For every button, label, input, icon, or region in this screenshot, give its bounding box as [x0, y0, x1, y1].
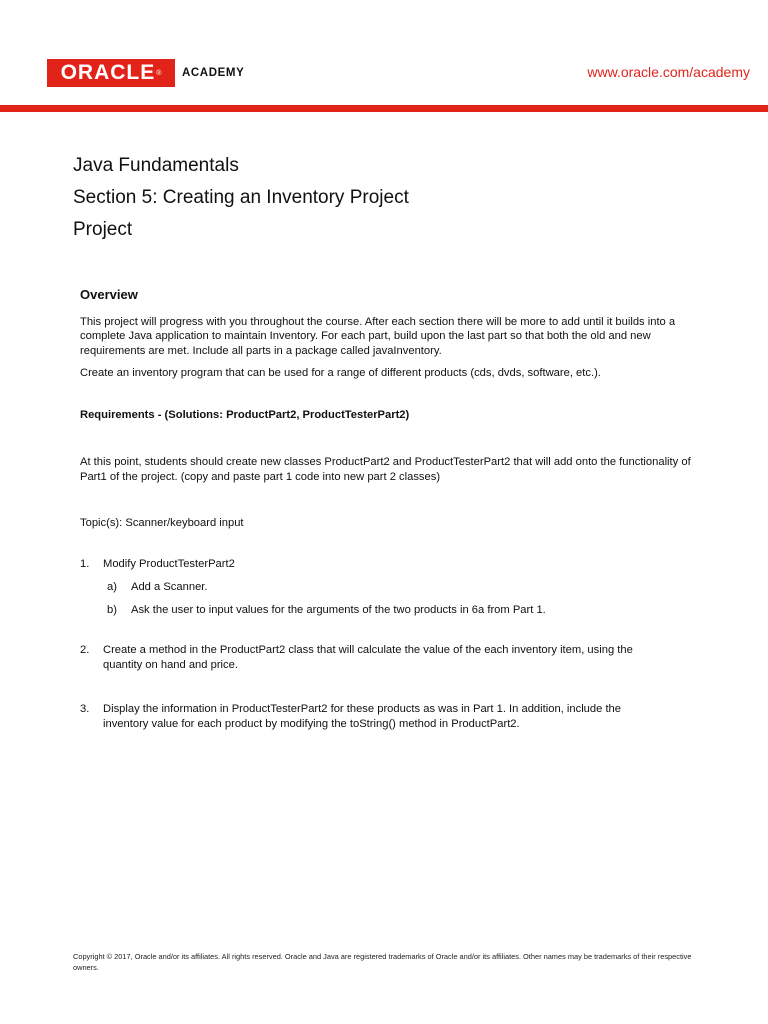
section-title: Section 5: Creating an Inventory Project	[73, 187, 409, 208]
overview-paragraph: This project will progress with you throughout the course. After each section there will be more to add until it builds into a complete Java application to maintain Inventory. For each part, build upon the last part so that both the old and new requirements are met. Include all parts in a package called javaInventory.	[80, 315, 676, 357]
sub-item-text: Add a Scanner.	[131, 581, 208, 593]
sub-list-item	[107, 580, 700, 595]
oracle-logo-text: ORACLE	[60, 61, 156, 84]
header-divider-bar	[0, 105, 768, 112]
project-title: Project	[73, 219, 133, 240]
list-item-text: Create a method in the ProductPart2 class that will calculate the value of the each inventory item, using the quantity on hand and price.	[103, 644, 633, 671]
topics-line: Topic(s): Scanner/keyboard input	[80, 517, 244, 529]
sub-list-item	[107, 603, 700, 618]
list-item-number: 2.	[80, 644, 90, 656]
sub-item-letter: b)	[107, 603, 117, 616]
sub-item-letter: a)	[107, 581, 117, 593]
document-titles	[73, 150, 409, 246]
academy-url-link[interactable]: www.oracle.com/academy	[587, 64, 750, 80]
document-body	[80, 288, 700, 731]
list-item-number: 1.	[80, 557, 90, 570]
requirements-heading: Requirements - (Solutions: ProductPart2, ProductTesterPart2)	[80, 408, 410, 421]
list-item-text: Display the information in ProductTesterPart2 for these products as was in Part 1. In addition, include the inventory value for each product by modifying the toString() method in ProductPart2.	[103, 703, 622, 730]
list-item	[80, 557, 700, 572]
list-item	[80, 643, 700, 672]
oracle-logo	[47, 59, 175, 87]
academy-label: ACADEMY	[182, 67, 245, 79]
sub-item-text: Ask the user to input values for the arguments of the two products in 6a from Part 1.	[131, 603, 546, 616]
registered-mark: ®	[156, 69, 162, 77]
course-title: Java Fundamentals	[73, 155, 239, 176]
list-item	[80, 702, 700, 731]
overview-heading: Overview	[80, 287, 138, 302]
overview-paragraph-2: Create an inventory program that can be used for a range of different products (cds, dvds, software, etc.).	[80, 367, 601, 379]
list-item-number: 3.	[80, 703, 90, 715]
requirements-intro: At this point, students should create new classes ProductPart2 and ProductTesterPart2 that will add onto the functionality of Part1 of the project. (copy and paste part 1 code into new part 2 classes)	[80, 456, 691, 483]
list-item-text: Modify ProductTesterPart2	[103, 557, 235, 570]
copyright-footer: Copyright © 2017, Oracle and/or its affiliates. All rights reserved. Oracle and Java are registered trademarks of Oracle and/or its affiliates. Other names may be trademarks of their respective owners.	[73, 952, 692, 972]
